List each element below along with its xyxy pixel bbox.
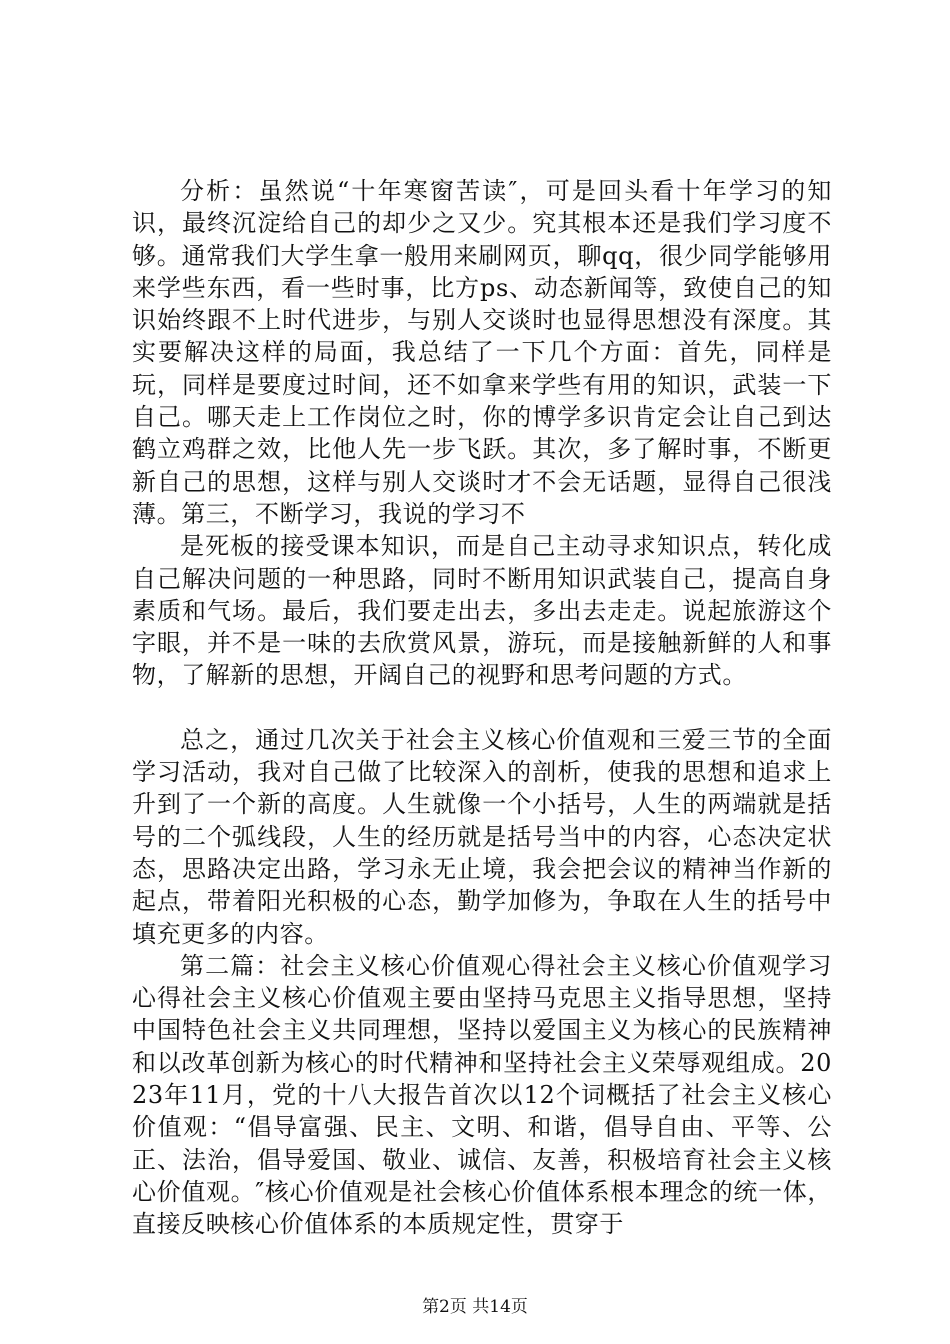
paragraph-analysis: 分析：虽然说“十年寒窗苦读″，可是回头看十年学习的知识，最终沉淀给自己的却少之又少。究其根本还是我们学习度不够。通常我们大学生拿一般用来刷网页，聊qq，很少同学能够用来学些东西，看一些时事，比方ps、动态新闻等，致使自己的知识始终跟不上时代进步，与别人交谈时也显得思想没有深度。其实要解决这样的局面，我总结了一下几个方面：首先，同样是玩，同样是要度过时间，还不如拿来学些有用的知识，武装一下自己。哪天走上工作岗位之时，你的博学多识肯定会让自己到达鹤立鸡群之效，比他人先一步飞跃。其次，多了解时事，不断更新自己的思想，这样与别人交谈时才不会无话题，显得自己很浅薄。第三，不断学习，我说的学习不	[132, 177, 832, 528]
document-body	[132, 175, 832, 1241]
paragraph-second-article: 第二篇：社会主义核心价值观心得社会主义核心价值观学习心得社会主义核心价值观主要由坚持马克思主义指导思想，坚持中国特色社会主义共同理想，坚持以爱国主义为核心的民族精神和以改革创新为核心的时代精神和坚持社会主义荣辱观组成。2023年11月，党的十八大报告首次以12个词概括了社会主义核心价值观：“倡导富强、民主、文明、和谐，倡导自由、平等、公正、法治，倡导爱国、敬业、诚信、友善，积极培育社会主义核心价值观。″核心价值观是社会核心价值体系根本理念的统一体，直接反映核心价值体系的本质规定性，贯穿于	[132, 951, 832, 1239]
paragraph-analysis-continued: 是死板的接受课本知识，而是自己主动寻求知识点，转化成自己解决问题的一种思路，同时不断用知识武装自己，提高自身素质和气场。最后，我们要走出去，多出去走走。说起旅游这个字眼，并不是一味的去欣赏风景，游玩，而是接触新鲜的人和事物，了解新的思想，开阔自己的视野和思考问题的方式。	[132, 532, 832, 690]
paragraph-conclusion: 总之，通过几次关于社会主义核心价值观和三爱三节的全面学习活动，我对自己做了比较深入的剖析，使我的思想和追求上升到了一个新的高度。人生就像一个小括号，人生的两端就是括号的二个弧线段，人生的经历就是括号当中的内容，心态决定状态，思路决定出路，学习永无止境，我会把会议的精神当作新的起点，带着阳光积极的心态，勤学加修为，争取在人生的括号中填充更多的内容。	[132, 725, 832, 948]
page-number-footer: 第2页 共14页	[422, 1297, 528, 1317]
paragraph-spacer	[132, 692, 832, 724]
